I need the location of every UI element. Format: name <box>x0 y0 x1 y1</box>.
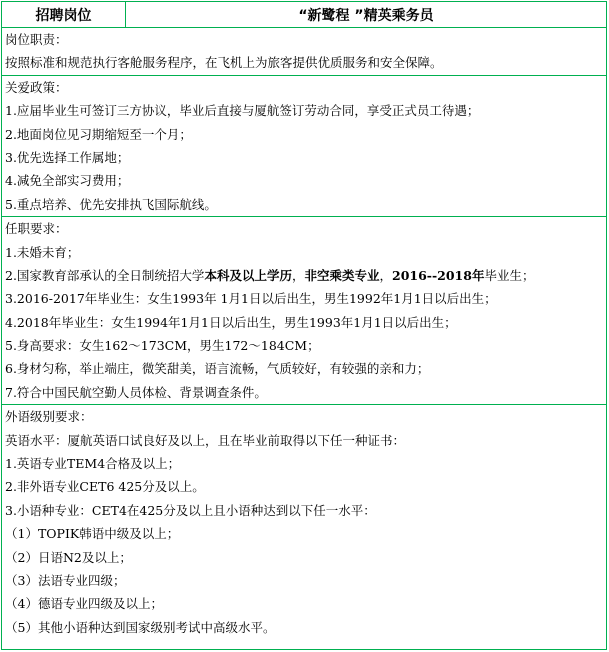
text-span: ， <box>379 267 392 283</box>
section-line: 4.2018年毕业生：女生1994年1月1日以后出生，男生1993年1月1日以后出生； <box>5 314 457 330</box>
section-line: （4）德语专业四级及以上； <box>5 596 163 612</box>
section-line: 3.小语种专业：CET4在425分及以上且小语种达到以下任一水平： <box>5 502 376 518</box>
text-span: ， <box>291 267 305 283</box>
section-line: 6.身材匀称，举止端庄，微笑甜美，语言流畅，气质较好，有较强的亲和力； <box>5 361 430 377</box>
section-line: 7.符合中国民航空勤人员体检、背景调查条件。 <box>5 384 267 400</box>
header-label: 招聘岗位 <box>2 2 126 27</box>
bold-text: 2016--2018年 <box>392 267 485 283</box>
text-span: 2.国家教育部承认的全日制统招大学 <box>5 267 205 283</box>
section-line: 1.英语专业TEM4合格及以上； <box>5 456 181 472</box>
section-line-education <box>2 264 606 287</box>
section-duties <box>2 28 606 76</box>
section-line: 3.2016-2017年毕业生：女生1993年 1月1日以后出生，男生1992年1月1日以后出生； <box>5 291 497 307</box>
section-heading: 关爱政策： <box>5 79 68 95</box>
section-line: 5.身高要求：女生162～173CM，男生172～184CM； <box>5 338 320 354</box>
section-line: 英语水平：厦航英语口试良好及以上，且在毕业前取得以下任一种证书： <box>5 432 406 448</box>
section-line: 1.未婚未育； <box>5 244 80 260</box>
section-line: （1）TOPIK韩语中级及以上； <box>5 526 180 542</box>
section-languages <box>2 405 606 639</box>
section-heading: 任职要求： <box>5 221 68 237</box>
recruitment-table <box>1 1 607 650</box>
section-line: （3）法语专业四级； <box>5 572 126 588</box>
bold-text: 非空乘类专业 <box>304 267 380 283</box>
position-title: “新鹭程 ”精英乘务员 <box>298 7 434 24</box>
text-span: 毕业生； <box>484 267 535 283</box>
section-heading: 岗位职责： <box>5 32 68 47</box>
section-line: 按照标准和规范执行客舱服务程序，在飞机上为旅客提供优质服务和安全保障。 <box>5 55 443 71</box>
section-line: 3.优先选择工作属地； <box>5 149 130 165</box>
section-line: （2）日语N2及以上； <box>5 549 132 565</box>
section-line: （5）其他小语种达到国家级别考试中高级水平。 <box>5 619 276 635</box>
section-policies <box>2 76 606 217</box>
table-header <box>2 2 606 28</box>
section-line: 4.减免全部实习费用； <box>5 173 130 189</box>
bold-text: 本科及以上学历 <box>204 267 292 283</box>
section-heading: 外语级别要求： <box>5 409 93 425</box>
section-line: 5.重点培养、优先安排执飞国际航线。 <box>5 196 217 212</box>
section-line: 2.地面岗位见习期缩短至一个月； <box>5 126 192 142</box>
section-requirements <box>2 217 606 405</box>
section-line: 2.非外语专业CET6 425分及以上。 <box>5 479 205 495</box>
section-line: 1.应届毕业生可签订三方协议，毕业后直接与厦航签订劳动合同，享受正式员工待遇； <box>5 103 480 119</box>
